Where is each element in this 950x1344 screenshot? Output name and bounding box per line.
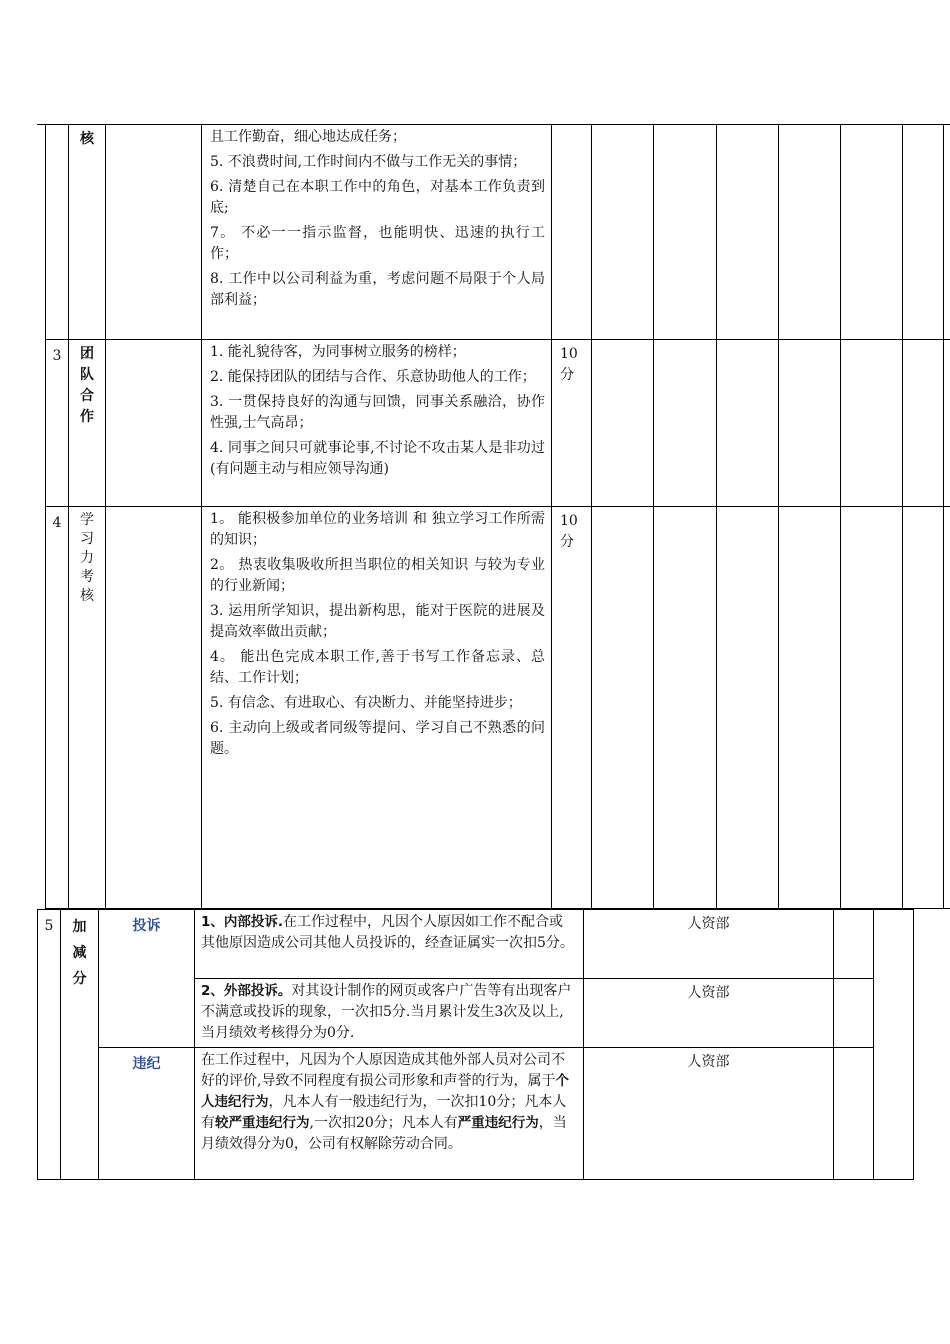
blank-cell <box>874 910 914 1180</box>
category-cell <box>69 340 106 507</box>
grade-cell <box>841 340 903 507</box>
grade-cell <box>841 125 903 340</box>
table-row-team <box>46 340 950 507</box>
table-row-learning <box>46 507 950 909</box>
category-cell <box>61 910 99 1180</box>
grade-cell <box>717 340 779 507</box>
grade-cell <box>654 340 717 507</box>
bonus-penalty-table <box>37 909 914 1180</box>
rule-title: 2、外部投诉。 <box>201 983 292 999</box>
score-unit: 分 <box>560 367 574 383</box>
criteria-item: 5. 有信念、有进取心、有决断力、并能坚持进步； <box>210 695 522 711</box>
category-cell <box>69 125 106 340</box>
criteria-item: 4。 能出色完成本职工作,善于书写工作备忘录、总结、工作计划； <box>210 649 545 686</box>
score-value: 10 <box>560 513 578 529</box>
subcategory-cell <box>106 340 202 507</box>
rule-external-complaint <box>195 979 584 1048</box>
grade-cell <box>779 125 841 340</box>
criteria-cell <box>202 340 552 507</box>
responsible-dept: 人资部 <box>584 1048 834 1180</box>
criteria-item: 3. 运用所学知识，提出新构思，能对于医院的进展及提高效率做出贡献； <box>210 603 545 640</box>
evaluation-table <box>45 124 950 909</box>
category-char: 分 <box>72 971 87 987</box>
grade-cell <box>944 125 950 340</box>
criteria-item: 6. 清楚自己在本职工作中的角色，对基本工作负责到底; <box>210 179 545 216</box>
blank-cell <box>834 910 874 979</box>
category-char: 作 <box>80 409 94 425</box>
blank-cell <box>834 1048 874 1180</box>
grade-cell <box>779 340 841 507</box>
score-cell <box>552 125 592 340</box>
grade-cell <box>903 125 944 340</box>
criteria-item: 8. 工作中以公司利益为重，考虑问题不局限于个人局部利益； <box>210 271 545 308</box>
table-row-internal-complaint <box>38 910 914 979</box>
grade-cell <box>654 125 717 340</box>
rule-emphasis: 严重违纪行为 <box>457 1115 539 1131</box>
rule-discipline <box>195 1048 584 1180</box>
subcategory-cell <box>106 507 202 909</box>
rule-internal-complaint <box>195 910 584 979</box>
category-char: 考 <box>80 569 94 585</box>
rule-text: 在工作过程中，凡因个人原因如工作不配合或其他原因造成公司其他人员投诉的，经查证属实一次扣5分。 <box>201 914 574 951</box>
responsible-dept: 人资部 <box>584 910 834 979</box>
rule-text: 在工作过程中，凡因为个人原因造成其他外部人员对公司不好的评价,导致不同程度有损公司形象和声誉的行为，属于 <box>201 1052 565 1089</box>
blank-cell <box>834 979 874 1048</box>
grade-cell <box>903 340 944 507</box>
grade-cell <box>841 507 903 909</box>
grade-cell <box>592 507 654 909</box>
row-number: 5 <box>38 910 61 1180</box>
criteria-item: 且工作勤奋，细心地达成任务； <box>210 129 406 145</box>
grade-cell <box>654 507 717 909</box>
grade-cell <box>592 340 654 507</box>
rule-text: 对其设计制作的网页或客户广告等有出现客户不满意或投诉的现象，一次扣5分.当月累计发生3次及以上,当月绩效考核得分为0分. <box>201 983 572 1041</box>
category-cell <box>69 507 106 909</box>
subcategory-cell <box>106 125 202 340</box>
grade-cell <box>592 125 654 340</box>
rule-text: ，凡本人有一般违纪行为，一次扣10分；凡本人有 <box>201 1094 567 1131</box>
score-unit: 分 <box>560 534 574 550</box>
criteria-item: 4. 同事之间只可就事论事,不讨论不攻击某人是非功过(有问题主动与相应领导沟通) <box>210 440 545 477</box>
grade-cell <box>944 340 950 507</box>
rule-title: 1、内部投诉. <box>201 914 284 930</box>
category-char: 团 <box>80 346 94 362</box>
category-char: 减 <box>72 945 87 961</box>
criteria-item: 6. 主动向上级或者同级等提问、学习自己不熟悉的问题。 <box>210 720 545 757</box>
category-label: 核 <box>80 131 94 147</box>
score-cell <box>552 340 592 507</box>
subcategory-discipline: 违纪 <box>99 1048 195 1180</box>
criteria-item: 1。 能积极参加单位的业务培训 和 独立学习工作所需的知识； <box>210 511 545 548</box>
criteria-item: 7。 不必一一指示监督，也能明快、迅速的执行工作； <box>210 225 545 262</box>
category-char: 加 <box>72 919 87 935</box>
row-number-cell <box>46 125 69 340</box>
rule-text: ,一次扣20分；凡本人有 <box>309 1115 458 1131</box>
criteria-cell <box>202 125 552 340</box>
criteria-item: 2。 热衷收集吸收所担当职位的相关知识 与较为专业的行业新闻； <box>210 557 545 594</box>
criteria-item: 3. 一贯保持良好的沟通与回馈，同事关系融洽，协作性强,士气高昂； <box>210 394 545 431</box>
row-number: 3 <box>46 340 69 507</box>
subcategory-complaint: 投诉 <box>99 910 195 1048</box>
category-char: 力 <box>80 550 94 566</box>
category-char: 队 <box>80 367 94 383</box>
grade-cell <box>944 507 950 909</box>
table-row-discipline <box>38 1048 914 1180</box>
responsible-dept: 人资部 <box>584 979 834 1048</box>
grade-cell <box>717 125 779 340</box>
margin-tick <box>37 124 45 125</box>
score-value: 10 <box>560 346 578 362</box>
grade-cell <box>779 507 841 909</box>
criteria-item: 1. 能礼貌待客，为同事树立服务的榜样； <box>210 344 466 360</box>
rule-emphasis: 较严重违纪行为 <box>215 1115 310 1131</box>
category-char: 学 <box>80 512 94 528</box>
category-char: 习 <box>80 531 94 547</box>
criteria-item: 2. 能保持团队的团结与合作、乐意协助他人的工作； <box>210 369 536 385</box>
rule-text: ，当月绩效得分为0，公司有权解除劳动合同。 <box>201 1115 567 1152</box>
category-char: 核 <box>80 588 94 604</box>
criteria-item: 5. 不浪费时间,工作时间内不做与工作无关的事情； <box>210 154 527 170</box>
criteria-cell <box>202 507 552 909</box>
grade-cell <box>717 507 779 909</box>
row-number: 4 <box>46 507 69 909</box>
grade-cell <box>903 507 944 909</box>
category-char: 合 <box>80 388 94 404</box>
score-cell <box>552 507 592 909</box>
rule-emphasis: 个人违纪行为 <box>201 1073 569 1110</box>
table-row-continued <box>46 125 950 340</box>
